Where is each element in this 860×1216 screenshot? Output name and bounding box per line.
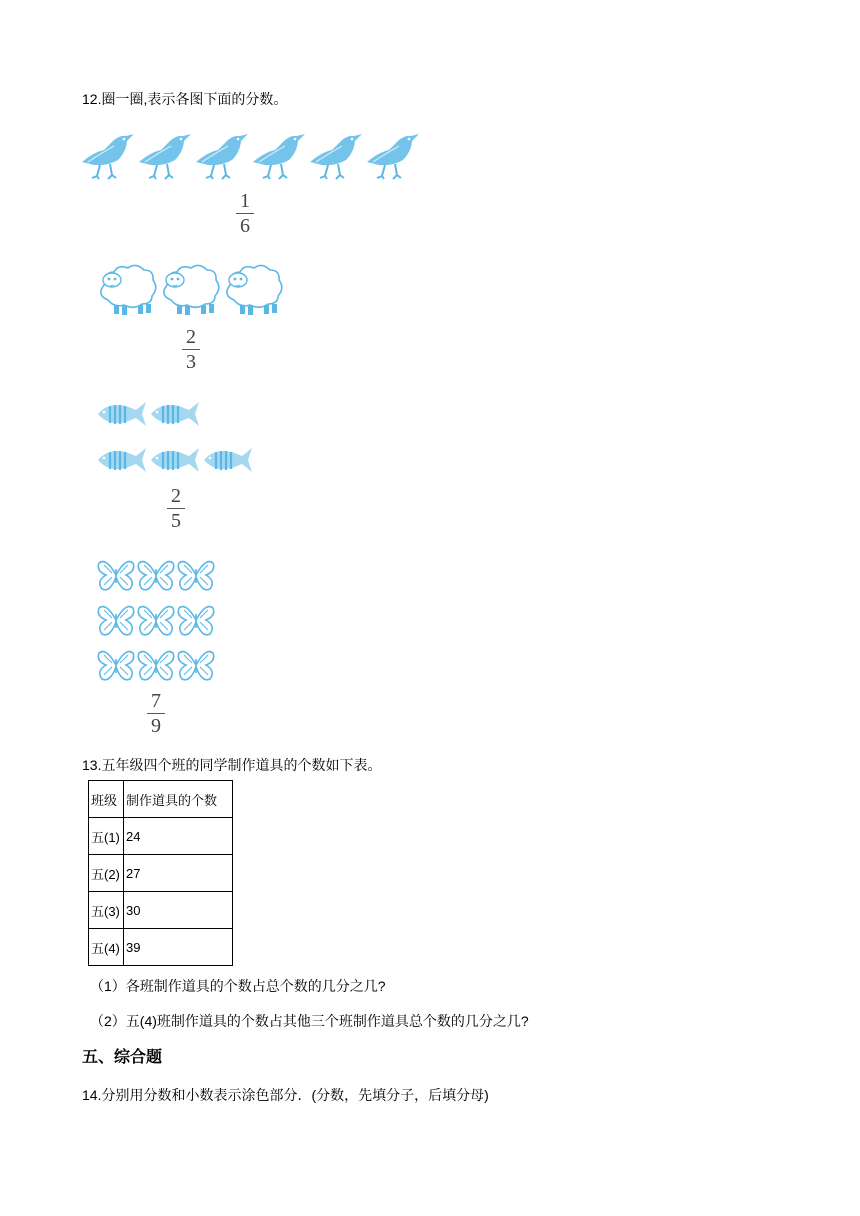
bird-icon [194, 132, 251, 182]
butterfly-icon [176, 600, 216, 640]
question-12-text: 12.圈一圈,表示各图下面的分数。 [82, 91, 288, 107]
table-row [89, 929, 233, 966]
butterfly-icon [96, 645, 136, 685]
question-14-text: 14.分别用分数和小数表示涂色部分．(分数，先填分子，后填分母) [82, 1087, 489, 1103]
bird-icon [365, 132, 422, 182]
fish-row-2 [96, 442, 255, 478]
bird-icon [80, 132, 137, 182]
fraction-7-9 [141, 690, 171, 737]
sheep-icon [96, 260, 159, 320]
table-row [89, 818, 233, 855]
table-cell-class: 五(1) [89, 818, 124, 855]
fish-row-1 [96, 396, 202, 432]
fraction-2-5 [161, 485, 191, 532]
fraction-numerator: 7 [151, 690, 161, 712]
fraction-denominator: 3 [186, 351, 196, 373]
butterfly-icon [96, 600, 136, 640]
question-13-sub-1: （1）各班制作道具的个数占总个数的几分之几? [90, 978, 386, 994]
props-table [88, 780, 233, 966]
fish-icon [96, 442, 149, 478]
butterfly-icon [176, 555, 216, 595]
butterfly-row-1 [96, 555, 216, 595]
table-cell-class: 五(2) [89, 855, 124, 892]
sheep-row [96, 260, 285, 320]
fraction-numerator: 2 [171, 485, 181, 507]
fish-icon [149, 396, 202, 432]
table-cell-class: 五(4) [89, 929, 124, 966]
bird-row [80, 132, 422, 182]
fish-icon [149, 442, 202, 478]
butterfly-row-3 [96, 645, 216, 685]
bird-icon [137, 132, 194, 182]
fraction-denominator: 9 [151, 715, 161, 737]
table-header-class: 班级 [89, 781, 124, 818]
table-header-count: 制作道具的个数 [124, 781, 233, 818]
fish-icon [96, 396, 149, 432]
question-13-text: 13.五年级四个班的同学制作道具的个数如下表。 [82, 757, 382, 773]
butterfly-icon [136, 555, 176, 595]
butterfly-icon [96, 555, 136, 595]
table-cell-count: 39 [124, 929, 233, 966]
question-13-sub-2: （2）五(4)班制作道具的个数占其他三个班制作道具总个数的几分之几? [90, 1013, 529, 1029]
butterfly-row-2 [96, 600, 216, 640]
fraction-numerator: 1 [240, 190, 250, 212]
butterfly-icon [136, 600, 176, 640]
table-row [89, 892, 233, 929]
sheep-icon [159, 260, 222, 320]
bird-icon [251, 132, 308, 182]
butterfly-icon [136, 645, 176, 685]
butterfly-icon [176, 645, 216, 685]
bird-icon [308, 132, 365, 182]
fraction-denominator: 6 [240, 215, 250, 237]
fish-icon [202, 442, 255, 478]
sheep-icon [222, 260, 285, 320]
table-cell-count: 30 [124, 892, 233, 929]
section-title: 五、综合题 [82, 1049, 163, 1066]
table-row [89, 855, 233, 892]
fraction-1-6 [230, 190, 260, 237]
table-header-row [89, 781, 233, 818]
table-cell-count: 24 [124, 818, 233, 855]
fraction-2-3 [176, 326, 206, 373]
table-cell-class: 五(3) [89, 892, 124, 929]
table-cell-count: 27 [124, 855, 233, 892]
fraction-numerator: 2 [186, 326, 196, 348]
fraction-denominator: 5 [171, 510, 181, 532]
